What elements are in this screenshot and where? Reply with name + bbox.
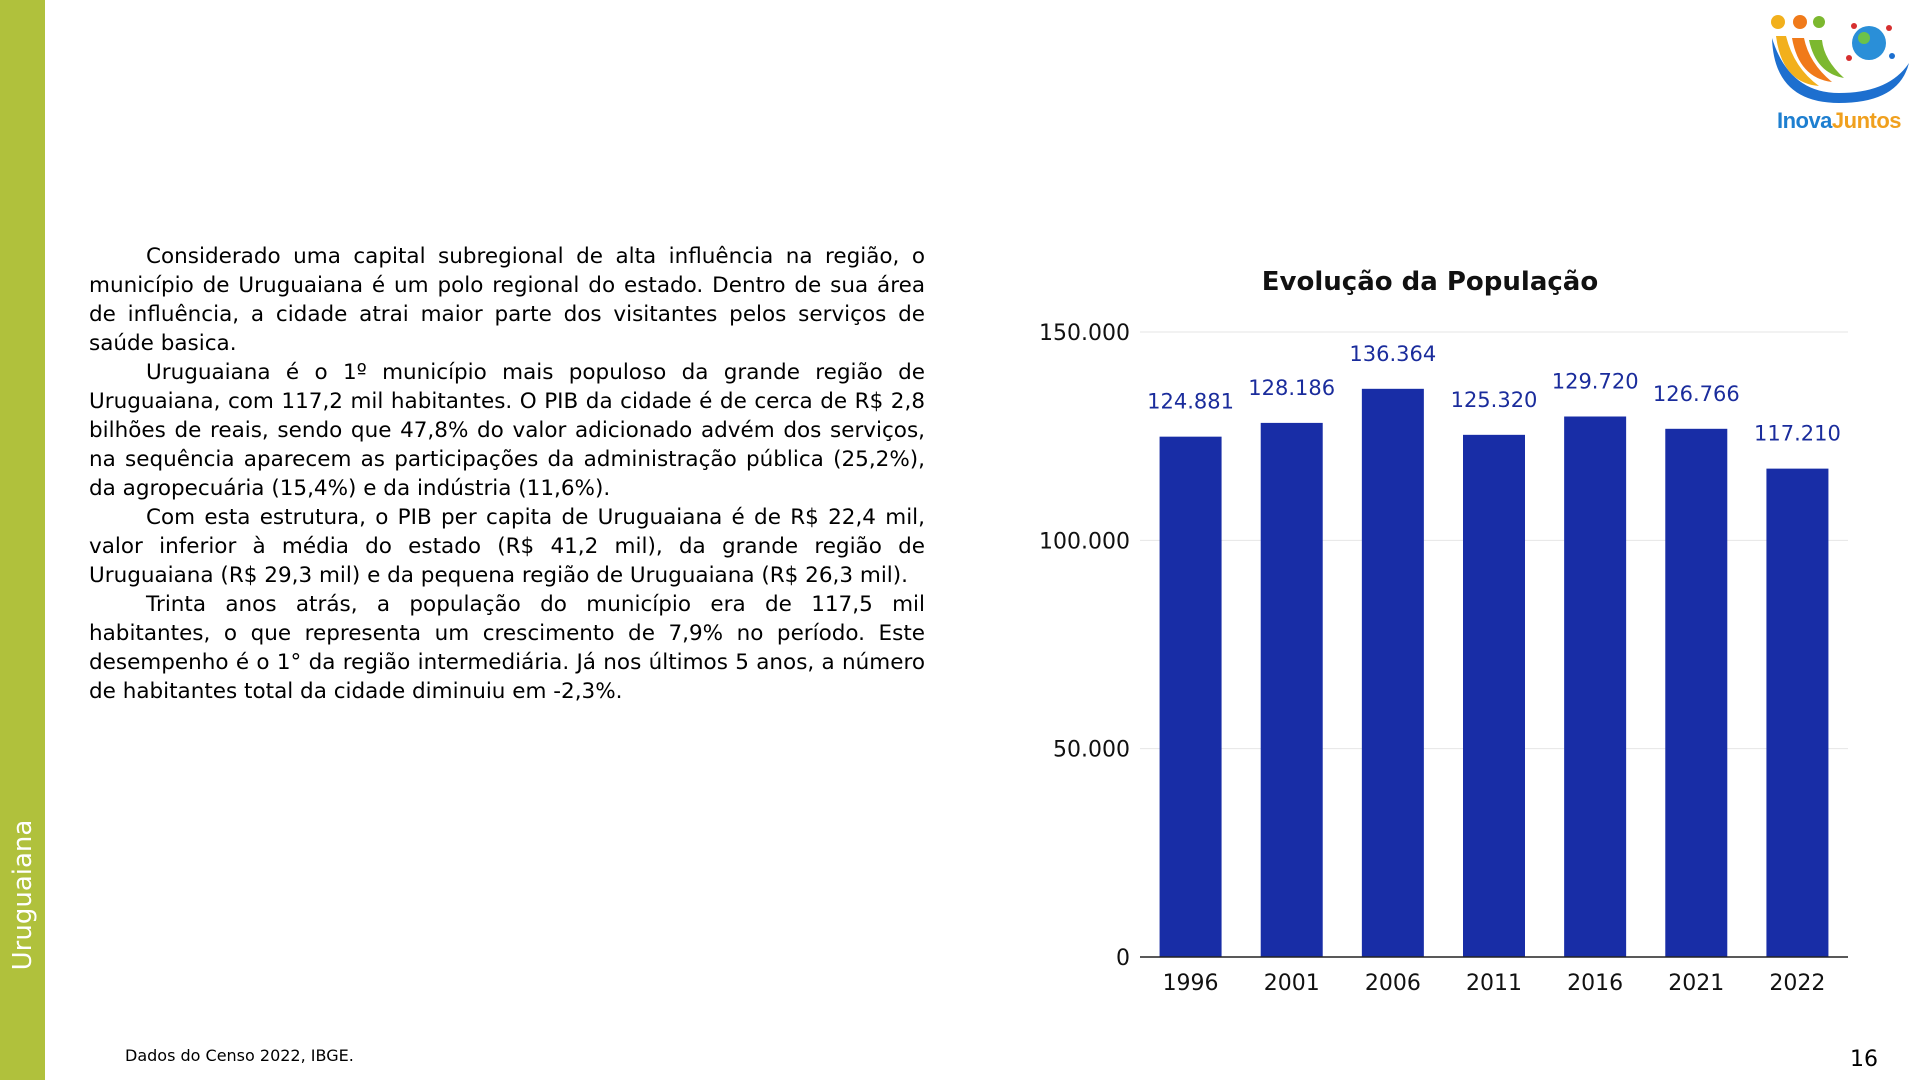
bar [1564,417,1626,958]
x-tick-label: 2006 [1364,971,1421,996]
x-tick-label: 2022 [1769,971,1826,996]
bar-value-label: 124.881 [1147,389,1234,414]
paragraph-2: Uruguaiana é o 1º município mais populoso da grande região de Uruguaiana, com 117,2 mil habitantes. O PIB da cidade é de cerca de R$ 2,8 bilhões de reais, sendo que 47,8% do valor adicionado advém dos serviços, na sequência aparecem as participações da administração pública (25,2%), da agropecuária (15,4%) e da indústria (11,6%). [89,360,925,501]
side-label: Uruguaiana [8,819,38,971]
bar-value-label: 128.186 [1248,375,1336,400]
y-tick-label: 150.000 [1039,321,1130,346]
logo-text-part2: Juntos [1831,108,1902,133]
y-tick-label: 50.000 [1053,737,1130,763]
bar-value-label: 117.210 [1754,421,1841,446]
population-chart [1000,250,1880,1020]
bar [1766,469,1828,957]
logo-graphic [1764,8,1914,108]
x-tick-label: 2021 [1668,971,1725,996]
y-tick-label: 0 [1116,946,1130,971]
paragraph-3: Com esta estrutura, o PIB per capita de Uruguaiana é de R$ 22,4 mil, valor inferior à média do estado (R$ 41,2 mil), da grande região de Uruguaiana (R$ 29,3 mil) e da pequena região de Uruguaiana (R$ 26,3 mil). [89,505,925,588]
bar-value-label: 129.720 [1551,369,1639,394]
bar [1665,429,1727,957]
x-tick-label: 2016 [1567,971,1624,996]
x-tick-label: 2011 [1466,971,1522,996]
body-text [89,242,925,706]
bar [1463,435,1525,957]
bar-value-label: 136.364 [1349,341,1437,366]
bar-value-label: 126.766 [1652,381,1740,406]
y-tick-label: 100.000 [1039,529,1130,555]
logo-text [1764,108,1914,134]
x-tick-label: 1996 [1162,971,1219,996]
logo [1764,8,1914,138]
paragraph-1: Considerado uma capital subregional de alta influência na região, o município de Uruguaiana é um polo regional do estado. Dentro de sua área de influência, a cidade atrai maior parte dos visitantes pelos serviços de saúde basica. [89,244,925,356]
source-note: Dados do Censo 2022, IBGE. [125,1046,354,1065]
side-bar [0,0,45,1080]
bar [1362,389,1424,957]
paragraph-4: Trinta anos atrás, a população do município era de 117,5 mil habitantes, o que representa um crescimento de 7,9% no período. Este desempenho é o 1° da região intermediária. Já nos últimos 5 anos, a número de habitantes total da cidade diminuiu em -2,3%. [89,592,925,704]
page-number: 16 [1850,1047,1878,1072]
bar [1261,423,1323,957]
x-tick-label: 2001 [1263,971,1320,996]
bar-value-label: 125.320 [1450,387,1538,412]
logo-text-part1: Inova [1776,108,1832,133]
bar [1160,437,1222,957]
chart-title: Evolução da População [1261,267,1599,297]
